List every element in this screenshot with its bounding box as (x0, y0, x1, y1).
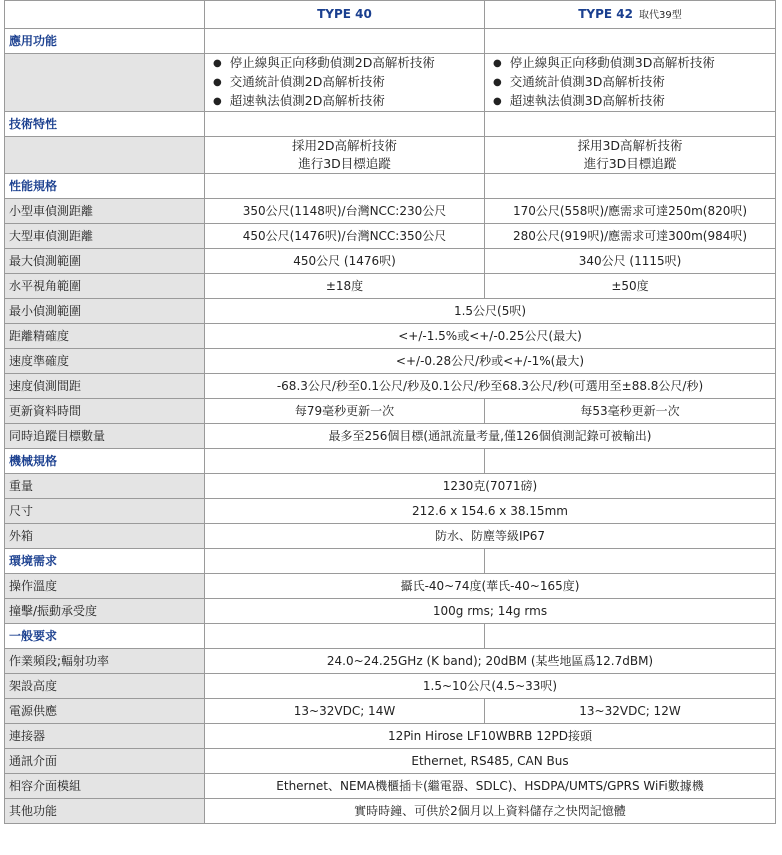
section-blank (485, 549, 776, 574)
spec-label: 相容介面模組 (5, 774, 205, 799)
spec-label: 水平視角範圍 (5, 274, 205, 299)
spec-row (5, 424, 776, 449)
spec-row (5, 649, 776, 674)
type42-title: TYPE 42 (578, 6, 633, 21)
section-row-mechanical (5, 449, 776, 474)
section-blank (205, 549, 485, 574)
tech-row (5, 137, 776, 174)
spec-row (5, 249, 776, 274)
spec-value-both: 實時時鐘、可供於2個月以上資料儲存之快閃記憶體 (205, 799, 776, 824)
spec-value-both: 212.6 x 154.6 x 38.15mm (205, 499, 776, 524)
section-blank (205, 112, 485, 137)
section-blank (205, 449, 485, 474)
spec-value-both: 1.5公尺(5呎) (205, 299, 776, 324)
tech-line: 採用3D高解析技術 (577, 138, 683, 153)
tech-line: 採用2D高解析技術 (291, 138, 398, 153)
bullet-item: ● 交通統計偵測3D高解析技術 (493, 73, 771, 92)
spec-value-both: 100g rms; 14g rms (205, 599, 776, 624)
spec-value-both: 24.0~24.25GHz (K band); 20dBM (某些地區爲12.7dBM) (205, 649, 776, 674)
bullet-item: ● 交通統計偵測2D高解析技術 (213, 73, 480, 92)
spec-value-both: 1230克(7071磅) (205, 474, 776, 499)
spec-label: 更新資料時間 (5, 399, 205, 424)
spec-label: 距離精確度 (5, 324, 205, 349)
application-row (5, 54, 776, 112)
spec-value-type40: 450公尺(1476呎)/台灣NCC:350公尺 (205, 224, 485, 249)
spec-label: 同時追蹤目標數量 (5, 424, 205, 449)
spec-value-type40: 每79毫秒更新一次 (205, 399, 485, 424)
section-blank (485, 174, 776, 199)
section-blank (205, 29, 485, 54)
bullet-list (489, 54, 771, 111)
spec-value-type40: 350公尺(1148呎)/台灣NCC:230公尺 (205, 199, 485, 224)
spec-row (5, 374, 776, 399)
header-empty-cell (5, 1, 205, 29)
section-blank (485, 112, 776, 137)
section-blank (485, 624, 776, 649)
tech-line: 進行3D目標追蹤 (298, 156, 391, 171)
spec-value-both: 1.5~10公尺(4.5~33呎) (205, 674, 776, 699)
spec-label: 重量 (5, 474, 205, 499)
spec-row (5, 199, 776, 224)
spec-value-type40: 13~32VDC; 14W (205, 699, 485, 724)
spec-value-both: Ethernet, RS485, CAN Bus (205, 749, 776, 774)
spec-value-type42: 170公尺(558呎)/應需求可達250m(820呎) (485, 199, 776, 224)
section-row-environment (5, 549, 776, 574)
spec-row (5, 799, 776, 824)
spec-row (5, 399, 776, 424)
bullet-item: ● 停止線與正向移動偵測2D高解析技術 (213, 54, 480, 73)
tech-type40-cell (205, 137, 485, 174)
spec-row (5, 724, 776, 749)
section-blank (485, 29, 776, 54)
section-row-performance (5, 174, 776, 199)
spec-label: 電源供應 (5, 699, 205, 724)
spec-value-both: <+/-1.5%或<+/-0.25公尺(最大) (205, 324, 776, 349)
section-title-application: 應用功能 (5, 29, 205, 54)
section-title-mechanical: 機械規格 (5, 449, 205, 474)
spec-row (5, 524, 776, 549)
section-row-tech (5, 112, 776, 137)
spec-row (5, 674, 776, 699)
spec-row (5, 749, 776, 774)
spec-label: 外箱 (5, 524, 205, 549)
column-header-type42 (485, 1, 776, 29)
spec-value-type42: 340公尺 (1115呎) (485, 249, 776, 274)
row-label-blank (5, 54, 205, 112)
spec-value-type42: 13~32VDC; 12W (485, 699, 776, 724)
spec-value-type40: 450公尺 (1476呎) (205, 249, 485, 274)
spec-row (5, 474, 776, 499)
spec-value-both: 攝氏-40~74度(華氏-40~165度) (205, 574, 776, 599)
section-blank (205, 624, 485, 649)
section-row-application (5, 29, 776, 54)
spec-row (5, 774, 776, 799)
spec-row (5, 499, 776, 524)
spec-value-type42: ±50度 (485, 274, 776, 299)
spec-row (5, 599, 776, 624)
spec-label: 最小偵測範圍 (5, 299, 205, 324)
bullet-item: ● 超速執法偵測3D高解析技術 (493, 92, 771, 111)
spec-label: 作業頻段;輻射功率 (5, 649, 205, 674)
section-title-environment: 環境需求 (5, 549, 205, 574)
bullet-item: ● 超速執法偵測2D高解析技術 (213, 92, 480, 111)
spec-label: 速度準確度 (5, 349, 205, 374)
spec-row (5, 574, 776, 599)
spec-label: 連接器 (5, 724, 205, 749)
section-title-performance: 性能規格 (5, 174, 205, 199)
tech-line: 進行3D目標追蹤 (583, 156, 677, 171)
spec-value-type42: 每53毫秒更新一次 (485, 399, 776, 424)
spec-label: 撞擊/振動承受度 (5, 599, 205, 624)
spec-label: 小型車偵測距離 (5, 199, 205, 224)
header-row (5, 1, 776, 29)
application-type42-cell (485, 54, 776, 112)
spec-value-type40: ±18度 (205, 274, 485, 299)
row-label-blank (5, 137, 205, 174)
spec-label: 尺寸 (5, 499, 205, 524)
spec-label: 大型車偵測距離 (5, 224, 205, 249)
bullet-list (209, 54, 480, 111)
spec-value-both: 最多至256個目標(通訊流量考量,僅126個偵測記錄可被輸出) (205, 424, 776, 449)
section-title-general: 一般要求 (5, 624, 205, 649)
spec-value-type42: 280公尺(919呎)/應需求可達300m(984呎) (485, 224, 776, 249)
section-blank (485, 449, 776, 474)
spec-row (5, 699, 776, 724)
spec-row (5, 224, 776, 249)
spec-value-both: <+/-0.28公尺/秒或<+/-1%(最大) (205, 349, 776, 374)
application-type40-cell (205, 54, 485, 112)
spec-value-both: -68.3公尺/秒至0.1公尺/秒及0.1公尺/秒至68.3公尺/秒(可選用至±88.8公尺/秒) (205, 374, 776, 399)
column-header-type40: TYPE 40 (205, 1, 485, 29)
spec-table (4, 0, 776, 824)
spec-value-both: 12Pin Hirose LF10WBRB 12PD接頭 (205, 724, 776, 749)
section-row-general (5, 624, 776, 649)
type42-note: 取代39型 (639, 9, 682, 21)
spec-label: 通訊介面 (5, 749, 205, 774)
spec-value-both: 防水、防塵等級IP67 (205, 524, 776, 549)
spec-row (5, 274, 776, 299)
bullet-item: ● 停止線與正向移動偵測3D高解析技術 (493, 54, 771, 73)
section-title-tech: 技術特性 (5, 112, 205, 137)
spec-label: 速度偵測間距 (5, 374, 205, 399)
spec-label: 操作溫度 (5, 574, 205, 599)
tech-type42-cell (485, 137, 776, 174)
spec-label: 其他功能 (5, 799, 205, 824)
spec-label: 架設高度 (5, 674, 205, 699)
spec-row (5, 299, 776, 324)
spec-table-body (5, 1, 776, 824)
spec-row (5, 324, 776, 349)
section-blank (205, 174, 485, 199)
spec-row (5, 349, 776, 374)
spec-value-both: Ethernet、NEMA機櫃插卡(繼電器、SDLC)、HSDPA/UMTS/GPRS WiFi數據機 (205, 774, 776, 799)
spec-label: 最大偵測範圍 (5, 249, 205, 274)
